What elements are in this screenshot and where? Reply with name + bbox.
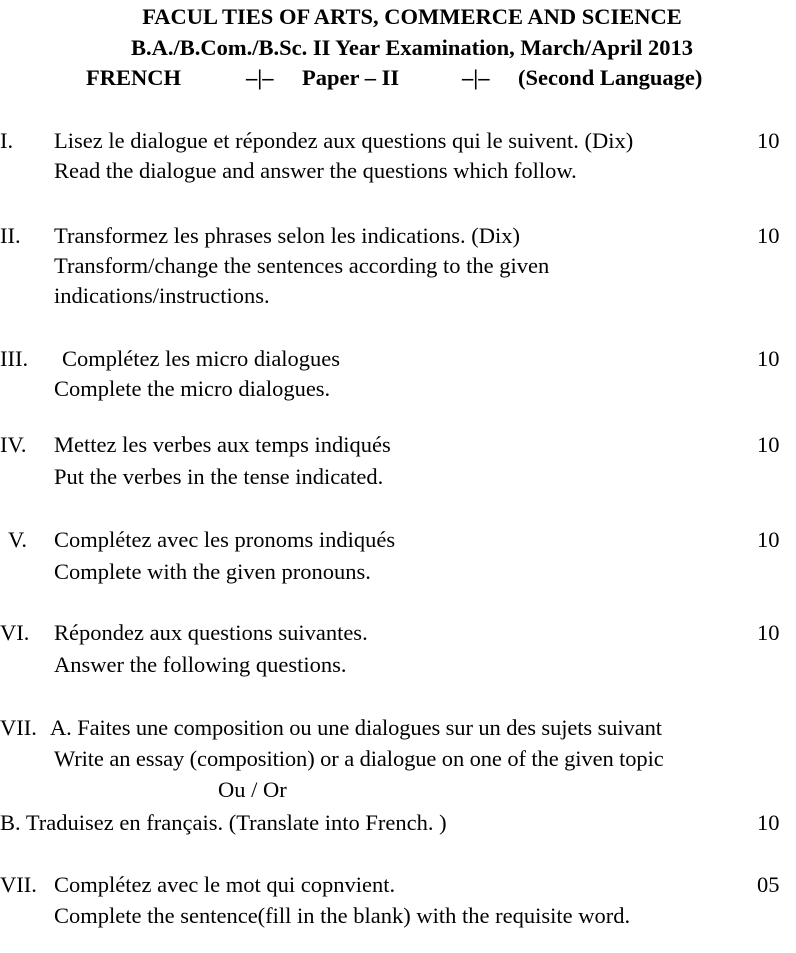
question-marks: 10 <box>757 527 780 552</box>
question-english: Read the dialogue and answer the questions which follow. <box>54 158 577 183</box>
question-number: VII. <box>0 872 37 897</box>
question-english: Complete with the given pronouns. <box>54 559 371 584</box>
question-english: Write an essay (composition) or a dialogue on one of the given topic <box>54 746 664 771</box>
question-number: VII. <box>0 715 37 740</box>
separator: –|– <box>246 65 274 90</box>
question-english: Complete the sentence(fill in the blank) with the requisite word. <box>54 903 631 928</box>
question-marks: 10 <box>757 223 780 248</box>
question-french: Complétez avec les pronoms indiqués <box>54 527 396 552</box>
or-separator: Ou / Or <box>218 777 287 802</box>
question-marks: 10 <box>757 810 780 835</box>
question-french: Complétez avec le mot qui copnvient. <box>54 872 396 897</box>
subject: FRENCH <box>86 65 181 90</box>
question-french: Mettez les verbes aux temps indiqués <box>54 432 391 457</box>
question-english: Answer the following questions. <box>54 652 347 677</box>
question-part-b: B. Traduisez en français. (Translate into French. ) <box>0 810 447 835</box>
question-number: VI. <box>0 620 30 645</box>
paper: Paper – II <box>302 65 400 90</box>
question-marks: 10 <box>757 128 780 153</box>
question-english: Put the verbes in the tense indicated. <box>54 464 384 489</box>
question-marks: 10 <box>757 346 780 371</box>
question-marks: 05 <box>757 872 780 897</box>
question-english-continued: indications/instructions. <box>54 283 270 308</box>
question-french: Répondez aux questions suivantes. <box>54 620 368 645</box>
question-english: Transform/change the sentences according to the given <box>54 253 550 278</box>
question-english: Complete the micro dialogues. <box>54 376 331 401</box>
question-number: IV. <box>0 432 27 457</box>
separator: –|– <box>462 65 490 90</box>
question-number: II. <box>0 223 21 248</box>
question-marks: 10 <box>757 620 780 645</box>
question-number: I. <box>0 128 14 153</box>
question-french: A. Faites une composition ou une dialogues sur un des sujets suivant <box>50 715 662 740</box>
question-french: Lisez le dialogue et répondez aux questions qui le suivent. (Dix) <box>54 128 634 153</box>
language: (Second Language) <box>518 65 703 90</box>
question-marks: 10 <box>757 432 780 457</box>
exam-title: B.A./B.Com./B.Sc. II Year Examination, March/April 2013 <box>130 35 694 60</box>
question-french: Transformez les phrases selon les indications. (Dix) <box>54 223 520 248</box>
faculty-title: FACUL TIES OF ARTS, COMMERCE AND SCIENCE <box>142 4 682 29</box>
question-number: III. <box>0 346 29 371</box>
question-number: V. <box>8 527 27 552</box>
question-french: Complétez les micro dialogues <box>62 346 341 371</box>
